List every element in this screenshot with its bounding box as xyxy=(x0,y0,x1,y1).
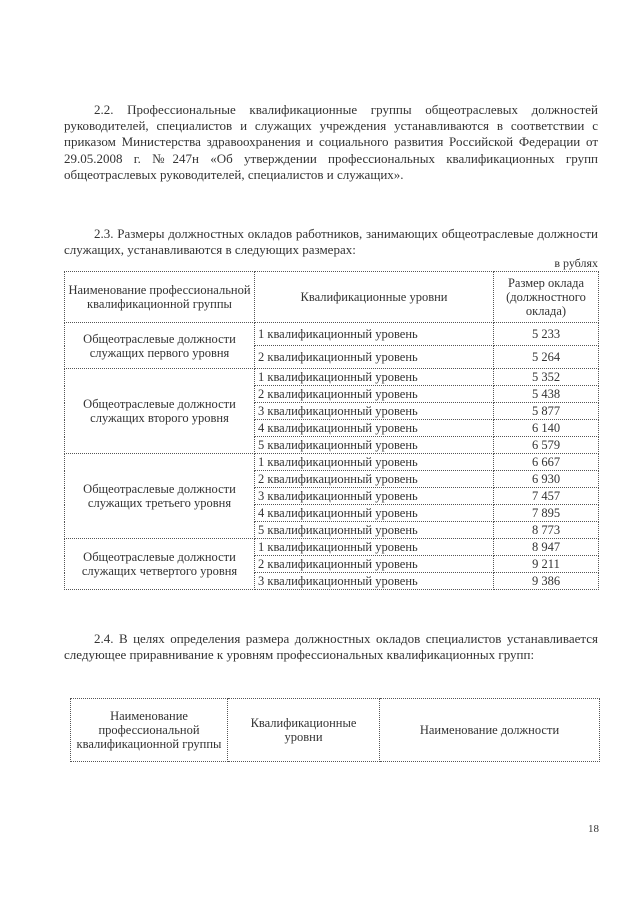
salary-cell: 7 895 xyxy=(494,505,599,522)
level-cell: 1 квалификационный уровень xyxy=(255,539,494,556)
salary-cell: 8 947 xyxy=(494,539,599,556)
position-equivalence-table xyxy=(70,698,600,762)
salary-cell: 5 877 xyxy=(494,403,599,420)
page-number: 18 xyxy=(588,823,599,835)
salary-cell: 9 386 xyxy=(494,573,599,590)
salary-cell: 6 930 xyxy=(494,471,599,488)
salary-cell: 5 233 xyxy=(494,323,599,346)
paragraph-2-2: 2.2. Профессиональные квалификационные группы общеотраслевых должностей руководителей, специалистов и служащих учреждения устанавливаются в соответствии с приказом Министерства здравоохранения и социального развития Российской Федерации от 29.05.2008 г. №247н «Об утверждении профессиональных квалификационных групп общеотраслевых руководителей, специалистов и служащих». xyxy=(64,102,598,182)
level-cell: 2 квалификационный уровень xyxy=(255,386,494,403)
level-cell: 4 квалификационный уровень xyxy=(255,420,494,437)
level-cell: 5 квалификационный уровень xyxy=(255,522,494,539)
salary-cell: 6 140 xyxy=(494,420,599,437)
level-cell: 3 квалификационный уровень xyxy=(255,573,494,590)
group-name: Общеотраслевые должности служащих четвертого уровня xyxy=(65,539,255,590)
header-salary: Размер оклада (должностного оклада) xyxy=(494,272,599,323)
level-cell: 2 квалификационный уровень xyxy=(255,556,494,573)
salary-table-header-row xyxy=(65,272,599,323)
level-cell: 1 квалификационный уровень xyxy=(255,323,494,346)
level-cell: 1 квалификационный уровень xyxy=(255,454,494,471)
level-cell: 2 квалификационный уровень xyxy=(255,346,494,369)
header-level: Квалификационные уровни xyxy=(228,699,380,762)
table-row xyxy=(65,454,599,471)
header-group: Наименование профессиональной квалификационной группы xyxy=(65,272,255,323)
paragraph-2-4: 2.4. В целях определения размера должностных окладов специалистов устанавливается следующее приравнивание к уровням профессиональных квалификационных групп: xyxy=(64,631,598,663)
salary-cell: 5 264 xyxy=(494,346,599,369)
table-row xyxy=(65,323,599,346)
group-name: Общеотраслевые должности служащих первого уровня xyxy=(65,323,255,369)
salary-cell: 6 579 xyxy=(494,437,599,454)
salary-cell: 5 352 xyxy=(494,369,599,386)
salary-cell: 6 667 xyxy=(494,454,599,471)
header-position: Наименование должности xyxy=(380,699,600,762)
salary-cell: 9 211 xyxy=(494,556,599,573)
position-table-header-row xyxy=(71,699,600,762)
salary-cell: 8 773 xyxy=(494,522,599,539)
header-group: Наименование профессиональной квалификационной группы xyxy=(71,699,228,762)
paragraph-2-3: 2.3. Размеры должностных окладов работников, занимающих общеотраслевые должности служащих, устанавливаются в следующих размерах: xyxy=(64,226,598,258)
header-level: Квалификационные уровни xyxy=(255,272,494,323)
level-cell: 1 квалификационный уровень xyxy=(255,369,494,386)
level-cell: 2 квалификационный уровень xyxy=(255,471,494,488)
salary-table xyxy=(64,271,599,590)
level-cell: 5 квалификационный уровень xyxy=(255,437,494,454)
level-cell: 3 квалификационный уровень xyxy=(255,403,494,420)
group-name: Общеотраслевые должности служащих третьего уровня xyxy=(65,454,255,539)
salary-cell: 5 438 xyxy=(494,386,599,403)
table-row xyxy=(65,539,599,556)
level-cell: 4 квалификационный уровень xyxy=(255,505,494,522)
salary-cell: 7 457 xyxy=(494,488,599,505)
group-name: Общеотраслевые должности служащих второго уровня xyxy=(65,369,255,454)
table-row xyxy=(65,369,599,386)
level-cell: 3 квалификационный уровень xyxy=(255,488,494,505)
currency-unit-note: в рублях xyxy=(554,256,598,270)
